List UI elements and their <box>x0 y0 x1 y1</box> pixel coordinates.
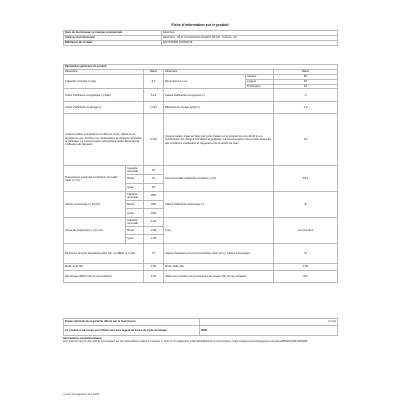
column-header: Paramètre <box>164 69 274 74</box>
column-header: Valeur <box>144 69 164 74</box>
dimension-key: Hauteur <box>246 74 274 79</box>
info-value: EW7F3846P 914550148 <box>162 40 338 45</box>
dimension-key: Largeur <box>246 79 274 84</box>
spin-speed-value: 1351 <box>144 192 164 201</box>
energy-class-label: Classe d'efficacité énergétique (¹) <box>164 89 274 102</box>
off-mode-value: 0,50 <box>144 263 164 270</box>
column-header: Paramètre <box>64 69 144 74</box>
dimension-value: 85 <box>274 74 338 79</box>
dimensions-label: Dimensions en cm <box>164 74 246 89</box>
load-key: Capacité nominale <box>126 166 144 175</box>
network-standby-label: Veille avec maintien de la connexion au réseau (W) (le cas échéant) <box>164 270 274 282</box>
additional-info-text: Lien internet vers le site web du fournisseur sur les informations visées à l'annexe II, point 6, du règlement (UE) 2019/2023 de la Commission: https://support.electroluxgroup.eu/external/PNbrick/914935348 <box>63 340 308 344</box>
noise-class-value: B <box>274 243 338 263</box>
water-consumption-value: 46 <box>274 114 338 166</box>
silver-ions-label: Ce produit a été conçu pour libérer des ions argent au cours du cycle de lavage <box>64 326 200 336</box>
duration-value: 2:39 <box>144 235 164 244</box>
duration-value: 2:59 <box>144 226 164 235</box>
washing-index-label: Indice d'efficacité de lavage (¹) <box>64 102 144 114</box>
info-label: Adresse du fournisseur <box>64 35 162 40</box>
water-consumption-label: Consommation d'eau en litres par cycle, basée sur le programme éco 40-60 à une combinaison de charges complètes et partielles. La consommation d'eau réelle dépendra des conditions d'utilisation et l'appareil et de la dureté de l'eau <box>164 114 274 166</box>
sheet-title: Fiche d'information sur le produit <box>171 23 229 27</box>
delay-start-label: Démarrage différé (W) (le cas échéant) <box>64 270 144 282</box>
standby-value: 0,50 <box>274 263 338 270</box>
moisture-label: Taux d'humidité résiduelle pondérée (¹) (%) <box>164 166 274 192</box>
load-key: Capacité nominale <box>126 218 144 227</box>
duration-value: 3:40 <box>144 218 164 227</box>
load-key: Quart <box>126 183 144 192</box>
info-row <box>64 40 338 45</box>
spin-class-label: Classe d'efficacité d'essorage (¹) <box>164 192 274 218</box>
temperature-value: 33 <box>144 175 164 184</box>
column-header: Valeur <box>274 69 338 74</box>
spin-class-value: B <box>274 192 338 218</box>
moisture-value: 53,4 <box>274 166 338 192</box>
general-parameters-table <box>63 64 338 283</box>
load-key: Moitié <box>126 200 144 209</box>
load-key: Quart <box>126 235 144 244</box>
additional-info <box>63 337 337 344</box>
supplier-info-table <box>63 30 338 46</box>
capacity-value: 8,0 <box>144 74 164 89</box>
temperature-value: 36 <box>144 166 164 175</box>
spin-speed-value: 1351 <box>144 209 164 218</box>
info-value: Electrolux - 26 al. Provisorische Dasbich 60 070 - Krakow - PL <box>162 35 338 40</box>
dimension-value: 60 <box>274 79 338 84</box>
off-mode-label: Mode arrêt (W) <box>64 263 144 270</box>
noise-label: Émissions de bruit acoustique dans l'air (¹) (dB(A) re 1 pW) <box>64 243 144 263</box>
type-value: un pose libre <box>274 218 338 244</box>
temperature-value: 25 <box>144 183 164 192</box>
load-key: Moitié <box>126 175 144 184</box>
temperature-label: Température maximale à l'intérieur du textile traité (¹) (°C) <box>64 166 126 192</box>
warranty-label: Durée minimale de la garantie offerte par le fournisseur <box>64 319 200 326</box>
noise-class-label: Classe d'émissions de bruit acoustique dans l'air (¹) (phase d'essorage) <box>164 243 274 263</box>
spin-speed-value: 1351 <box>144 200 164 209</box>
load-key: Moitié <box>126 226 144 235</box>
duration-label: Durée du programme (¹) (h:min) <box>64 218 126 244</box>
load-key: Capacité nominale <box>126 192 144 201</box>
warranty-table <box>63 318 338 336</box>
type-label: Type <box>164 218 274 244</box>
info-label: Nom du fournisseur ou marque commerciale <box>64 31 162 36</box>
load-key: Quart <box>126 209 144 218</box>
standby-label: Mode veille (W) <box>164 263 274 270</box>
additional-info-title: Informations supplémentaires: <box>63 337 103 340</box>
spin-speed-label: Vitesse d'essorage (¹) (tr/min) <box>64 192 126 218</box>
washing-index-value: 1,031 <box>144 102 164 114</box>
noise-value: 75 <box>144 243 164 263</box>
warranty-value: 3 mois <box>200 319 338 326</box>
energy-class-value: A <box>274 89 338 102</box>
info-label: Référence du modèle <box>64 40 162 45</box>
capacity-label: Capacité nominale (¹) (kg) <box>64 74 144 89</box>
energy-consumption-label: Consommation énergétique en kWh par cycle, basée sur le programme éco 40-60 à une combinaison de charges complètes et partielles. La consommation énergétique réelle dépendra de l'utilisation de l'appareil <box>64 114 144 166</box>
product-information-sheet <box>63 0 337 400</box>
energy-consumption-value: 0,491 <box>144 114 164 166</box>
network-standby-value: N/A <box>274 270 338 282</box>
eei-value: 51,8 <box>144 89 164 102</box>
delay-start-value: 4,00 <box>144 270 164 282</box>
footnote: (¹) pour le programme éco 40-60 <box>63 393 100 396</box>
rinsing-value: 4,9 <box>274 102 338 114</box>
info-value: Electrolux <box>162 31 338 36</box>
rinsing-label: Efficacité de rinçage (g/kg) (¹) <box>164 102 274 114</box>
dimension-value: 64 <box>274 84 338 89</box>
section-title: Paramètres généraux du produit <box>64 65 338 70</box>
eei-label: Indice d'efficacité énergétique (¹) (IEE) <box>64 89 144 102</box>
dimension-key: Profondeur <box>246 84 274 89</box>
silver-ions-value: NON <box>200 326 338 336</box>
